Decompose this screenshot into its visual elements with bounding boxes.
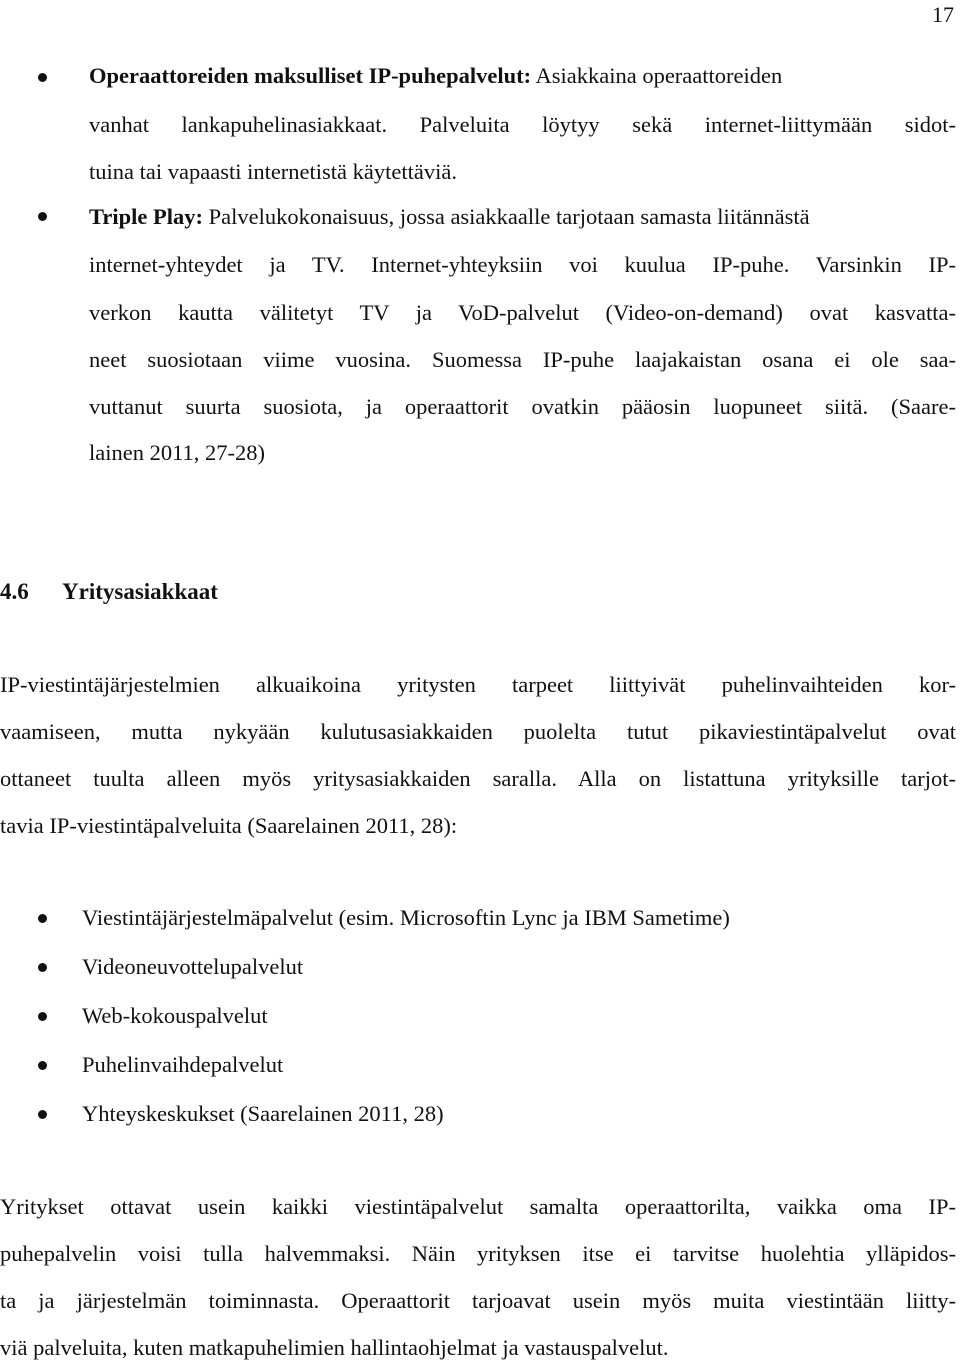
list-item-text: Puhelinvaihdepalvelut	[82, 1052, 284, 1077]
section-heading	[0, 579, 218, 605]
list-item-text: Viestintäjärjestelmäpalvelut (esim. Microsoftin Lync ja IBM Sametime)	[82, 905, 730, 930]
bullet-icon	[38, 1012, 47, 1021]
bullet-line	[89, 65, 956, 88]
bullet-icon	[38, 1110, 47, 1119]
bullet-line: vuttanut suurta suosiota, ja operaattorit ovatkin pääosin luopuneet siitä. (Saare-	[89, 394, 956, 419]
paragraph-line: tavia IP-viestintäpalveluita (Saarelainen 2011, 28):	[0, 813, 458, 838]
bullet-icon	[38, 212, 47, 221]
list-item-text: Web-kokouspalvelut	[82, 1003, 268, 1028]
section-number: 4.6	[0, 579, 29, 604]
bullet-text: Palvelukokonaisuus, jossa asiakkaalle tarjotaan samasta liitännästä	[202, 204, 810, 229]
bullet-line	[89, 206, 956, 229]
bullet-term: Operaattoreiden maksulliset IP-puhepalvelut:	[89, 63, 532, 88]
bullet-line: internet-yhteydet ja TV. Internet-yhteyksiin voi kuulua IP-puhe. Varsinkin IP-	[89, 252, 956, 277]
bullet-text: Asiakkaina operaattoreiden	[531, 63, 783, 88]
bullet-term: Triple Play:	[89, 204, 203, 229]
paragraph-line: ottaneet tuulta alleen myös yritysasiakkaiden saralla. Alla on listattuna yrityksille tarjot-	[0, 766, 956, 791]
list-item-text: Videoneuvottelupalvelut	[82, 954, 304, 979]
section-title: Yritysasiakkaat	[62, 579, 218, 604]
paragraph-line: ta ja järjestelmän toiminnasta. Operaattorit tarjoavat usein myös muita viestintään liitty-	[0, 1288, 956, 1313]
paragraph-line: IP-viestintäjärjestelmien alkuaikoina yritysten tarpeet liittyivät puhelinvaihteiden kor-	[0, 672, 956, 697]
page-number: 17	[932, 2, 954, 27]
paragraph-line: puhepalvelin voisi tulla halvemmaksi. Näin yrityksen itse ei tarvitse huolehtia ylläpidos-	[0, 1241, 956, 1266]
paragraph-line: vaamiseen, mutta nykyään kulutusasiakkaiden puolelta tutut pikaviestintäpalvelut ovat	[0, 719, 956, 744]
bullet-line: neet suosiotaan viime vuosina. Suomessa IP-puhe laajakaistan osana ei ole saa-	[89, 347, 956, 372]
bullet-line: verkon kautta välitetyt TV ja VoD-palvelut (Video-on-demand) ovat kasvatta-	[89, 300, 956, 325]
bullet-line: tuina tai vapaasti internetistä käytettäviä.	[89, 159, 457, 184]
paragraph-line: Yritykset ottavat usein kaikki viestintäpalvelut samalta operaattorilta, vaikka oma IP-	[0, 1194, 956, 1219]
bullet-line: vanhat lankapuhelinasiakkaat. Palveluita löytyy sekä internet-liittymään sidot-	[89, 112, 956, 137]
bullet-icon	[38, 914, 47, 923]
list-item-text: Yhteyskeskukset (Saarelainen 2011, 28)	[82, 1101, 444, 1126]
bullet-icon	[38, 1061, 47, 1070]
paragraph-line: viä palveluita, kuten matkapuhelimien hallintaohjelmat ja vastauspalvelut.	[0, 1335, 669, 1360]
bullet-line: lainen 2011, 27-28)	[89, 440, 266, 465]
bullet-icon	[38, 73, 47, 82]
bullet-icon	[38, 963, 47, 972]
